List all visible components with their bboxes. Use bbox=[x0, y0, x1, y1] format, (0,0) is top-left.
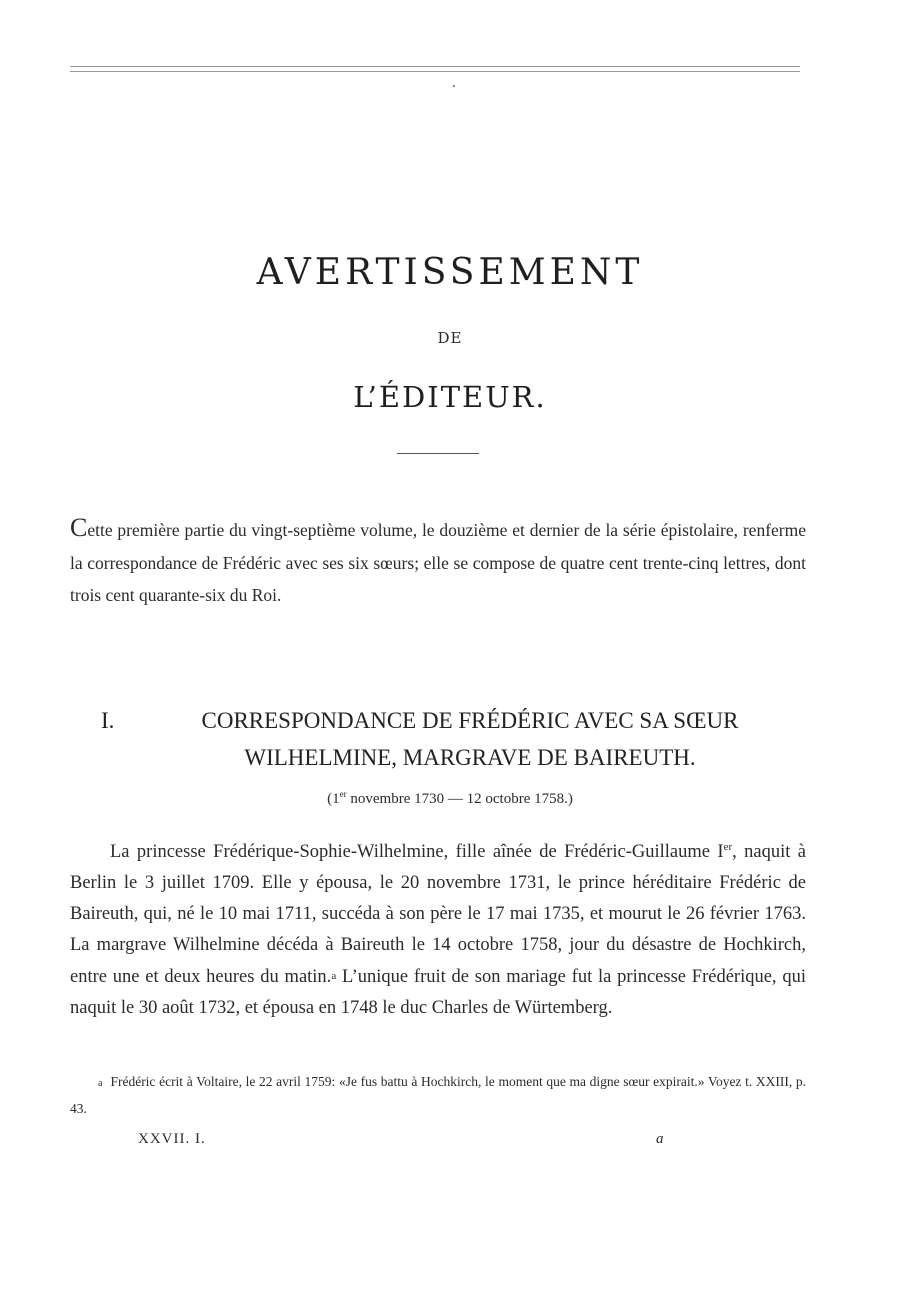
section-heading bbox=[70, 702, 830, 776]
page-subtitle: L’ÉDITEUR. bbox=[353, 380, 547, 414]
signature-mark: XXVII. I. bbox=[138, 1131, 206, 1147]
section-dates bbox=[0, 789, 900, 808]
title-divider bbox=[397, 453, 479, 454]
section-number: I. bbox=[101, 708, 115, 733]
footnote-text: Frédéric écrit à Voltaire, le 22 avril 1759: «Je fus battu à Hochkirch, le moment que ma digne sœur expirait.» Voyez t. XXIII, p. 43. bbox=[70, 1074, 806, 1116]
dates-rest: novembre 1730 — 12 octobre 1758.) bbox=[346, 791, 573, 807]
dates-superscript: er bbox=[339, 789, 347, 799]
body-part1: La princesse Frédérique-Sophie-Wilhelmine, fille aînée de Frédéric-Guillaume I bbox=[110, 842, 724, 863]
section-heading-line1: CORRESPONDANCE DE FRÉDÉRIC AVEC SA SŒUR bbox=[201, 708, 739, 733]
signature-letter: a bbox=[656, 1131, 664, 1147]
body-paragraph bbox=[70, 832, 806, 1024]
drop-cap: C bbox=[70, 513, 88, 542]
footnote bbox=[70, 1069, 806, 1121]
intro-text: ette première partie du vingt-septième volume, le douzième et dernier de la série épistolaire, renferme la correspondance de Frédéric avec ses six sœurs; elle se compose de quatre cent trente-cinq lettres, dont trois cent quarante-six du Roi. bbox=[70, 520, 806, 605]
intro-paragraph bbox=[70, 512, 806, 612]
body-superscript: er bbox=[723, 841, 733, 853]
section-heading-line2: WILHELMINE, MARGRAVE DE BAIREUTH. bbox=[244, 745, 696, 770]
printer-dot bbox=[453, 85, 455, 87]
top-double-rule bbox=[70, 66, 800, 72]
footnote-reference[interactable]: a bbox=[331, 970, 337, 983]
dates-open: (1 bbox=[327, 791, 340, 807]
body-part2: , naquit à Berlin le 3 juillet 1709. Elle y épousa, le 20 novembre 1731, le prince héréditaire Frédéric de Baireuth, qui, né le 10 mai 1711, succéda à son père le 17 mai 1735, et mourut le 26 février 1763. La margrave Wilhelmine décéda à Baireuth le 14 octobre 1758, jour du désastre de Hochkirch, entre une et deux heures du matin. bbox=[70, 842, 806, 988]
page-title: AVERTISSEMENT bbox=[256, 252, 644, 293]
body-part3: L’unique fruit de son mariage fut la princesse Frédérique, qui naquit le 30 août 1732, et épousa en 1748 le duc Charles de Würtemberg. bbox=[70, 967, 806, 1019]
footnote-marker: a bbox=[98, 1078, 103, 1089]
title-connector: DE bbox=[437, 329, 463, 347]
